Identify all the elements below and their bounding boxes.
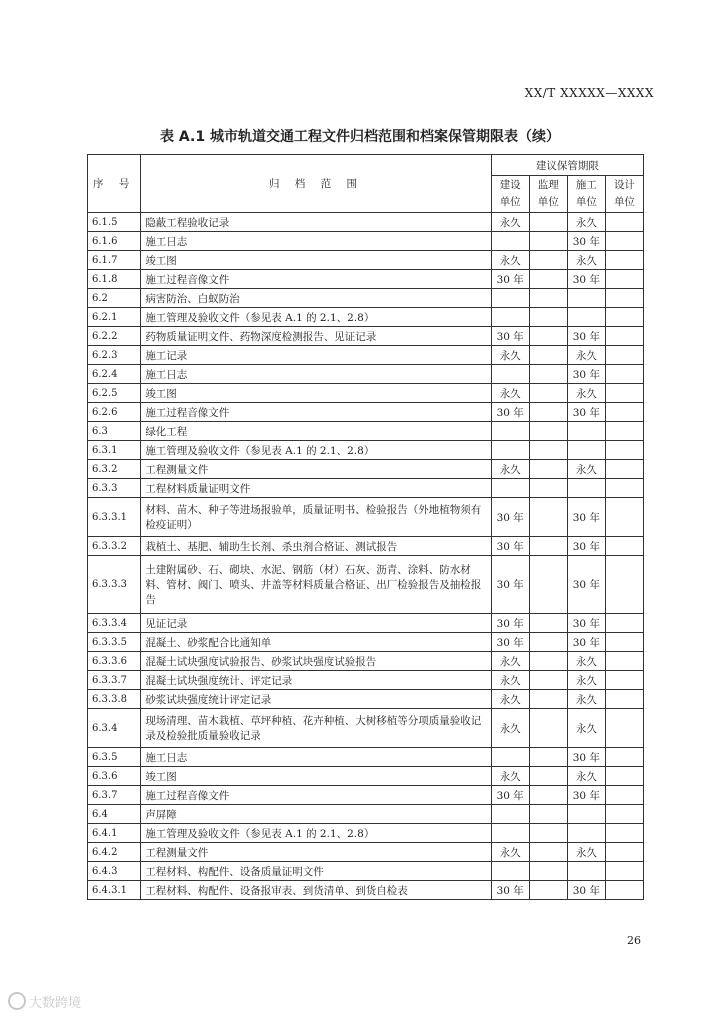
table-row — [88, 441, 644, 460]
row-scope: 施工日志 — [141, 232, 491, 251]
period-contractor: 永久 — [567, 671, 605, 690]
period-supervision — [529, 556, 567, 614]
table-row — [88, 748, 644, 767]
table-row — [88, 384, 644, 403]
row-scope: 施工管理及验收文件（参见表 A.1 的 2.1、2.8） — [141, 441, 491, 460]
row-scope: 见证记录 — [141, 614, 491, 633]
table-row — [88, 327, 644, 346]
period-design — [605, 633, 643, 652]
row-scope: 隐蔽工程验收记录 — [141, 213, 491, 232]
period-supervision — [529, 671, 567, 690]
period-contractor: 永久 — [567, 384, 605, 403]
period-contractor — [567, 805, 605, 824]
period-supervision — [529, 479, 567, 498]
period-construction — [491, 365, 529, 384]
row-scope: 竣工图 — [141, 767, 491, 786]
row-seq: 6.3.6 — [88, 767, 141, 786]
period-construction: 永久 — [491, 767, 529, 786]
period-construction: 30 年 — [491, 556, 529, 614]
row-seq: 6.2.5 — [88, 384, 141, 403]
row-seq: 6.4.3.1 — [88, 881, 141, 900]
period-construction: 永久 — [491, 251, 529, 270]
row-seq: 6.4.1 — [88, 824, 141, 843]
column-header-scope: 归 档 范 围 — [141, 155, 491, 213]
row-seq: 6.2 — [88, 289, 141, 308]
column-header-construction-unit: 建设 单位 — [491, 176, 529, 213]
period-construction — [491, 862, 529, 881]
period-design — [605, 614, 643, 633]
period-construction — [491, 748, 529, 767]
row-scope: 材料、苗木、种子等进场报验单，质量证明书、检验报告（外地植物须有检疫证明） — [141, 498, 491, 537]
period-construction — [491, 289, 529, 308]
period-construction — [491, 422, 529, 441]
row-scope: 砂浆试块强度统计评定记录 — [141, 690, 491, 709]
table-row — [88, 365, 644, 384]
row-scope: 声屏障 — [141, 805, 491, 824]
period-supervision — [529, 748, 567, 767]
period-construction — [491, 232, 529, 251]
row-scope: 施工日志 — [141, 365, 491, 384]
period-supervision — [529, 251, 567, 270]
period-supervision — [529, 384, 567, 403]
period-design — [605, 767, 643, 786]
period-supervision — [529, 537, 567, 556]
row-seq: 6.1.5 — [88, 213, 141, 232]
table-row — [88, 690, 644, 709]
table-row — [88, 232, 644, 251]
row-seq: 6.3.3.2 — [88, 537, 141, 556]
column-header-retention-group: 建议保管期限 — [491, 155, 643, 176]
period-contractor — [567, 289, 605, 308]
row-scope: 混凝土试块强度试验报告、砂浆试块强度试验报告 — [141, 652, 491, 671]
table-row — [88, 843, 644, 862]
period-design — [605, 843, 643, 862]
period-contractor: 30 年 — [567, 365, 605, 384]
row-scope: 工程材料、构配件、设备报审表、到货清单、到货自检表 — [141, 881, 491, 900]
period-design — [605, 748, 643, 767]
period-construction: 30 年 — [491, 614, 529, 633]
period-supervision — [529, 270, 567, 289]
row-scope: 施工日志 — [141, 748, 491, 767]
table-row — [88, 479, 644, 498]
row-scope: 施工管理及验收文件（参见表 A.1 的 2.1、2.8） — [141, 824, 491, 843]
period-supervision — [529, 308, 567, 327]
period-contractor: 30 年 — [567, 748, 605, 767]
period-supervision — [529, 232, 567, 251]
row-seq: 6.3.3.1 — [88, 498, 141, 537]
row-seq: 6.3.5 — [88, 748, 141, 767]
table-row — [88, 537, 644, 556]
table-row — [88, 824, 644, 843]
period-contractor: 永久 — [567, 843, 605, 862]
period-supervision — [529, 690, 567, 709]
row-seq: 6.3.1 — [88, 441, 141, 460]
table-row — [88, 403, 644, 422]
period-contractor — [567, 824, 605, 843]
row-seq: 6.3.3 — [88, 479, 141, 498]
table-row — [88, 614, 644, 633]
period-design — [605, 709, 643, 748]
period-construction: 30 年 — [491, 881, 529, 900]
table-row — [88, 289, 644, 308]
period-design — [605, 690, 643, 709]
period-supervision — [529, 460, 567, 479]
table-row — [88, 213, 644, 232]
table-title: 表 A.1 城市轨道交通工程文件归档范围和档案保管期限表（续） — [160, 129, 560, 145]
row-scope: 绿化工程 — [141, 422, 491, 441]
period-design — [605, 365, 643, 384]
period-contractor — [567, 308, 605, 327]
period-contractor: 30 年 — [567, 327, 605, 346]
period-construction: 永久 — [491, 843, 529, 862]
period-supervision — [529, 498, 567, 537]
row-seq: 6.1.7 — [88, 251, 141, 270]
row-scope: 药物质量证明文件、药物深度检测报告、见证记录 — [141, 327, 491, 346]
period-design — [605, 327, 643, 346]
row-seq: 6.4.3 — [88, 862, 141, 881]
row-scope: 施工管理及验收文件（参见表 A.1 的 2.1、2.8） — [141, 308, 491, 327]
row-seq: 6.2.6 — [88, 403, 141, 422]
period-contractor: 永久 — [567, 213, 605, 232]
period-construction: 永久 — [491, 709, 529, 748]
period-contractor: 30 年 — [567, 537, 605, 556]
row-scope: 现场清理、苗木栽植、草坪种植、花卉种植、大树移植等分项质量验收记录及检验批质量验收记录 — [141, 709, 491, 748]
period-construction: 30 年 — [491, 786, 529, 805]
period-supervision — [529, 881, 567, 900]
period-contractor: 永久 — [567, 346, 605, 365]
row-scope: 栽植土、基肥、辅助生长剂、杀虫剂合格证、测试报告 — [141, 537, 491, 556]
table-row — [88, 460, 644, 479]
standard-code: XX/T XXXXX—XXXX — [524, 86, 654, 100]
table-row — [88, 422, 644, 441]
table-row — [88, 556, 644, 614]
period-design — [605, 384, 643, 403]
period-design — [605, 403, 643, 422]
row-scope: 施工过程音像文件 — [141, 786, 491, 805]
row-seq: 6.1.6 — [88, 232, 141, 251]
period-contractor: 30 年 — [567, 498, 605, 537]
row-seq: 6.2.1 — [88, 308, 141, 327]
period-supervision — [529, 862, 567, 881]
period-supervision — [529, 213, 567, 232]
period-supervision — [529, 403, 567, 422]
period-construction: 30 年 — [491, 327, 529, 346]
table-row — [88, 671, 644, 690]
period-design — [605, 270, 643, 289]
period-design — [605, 308, 643, 327]
period-supervision — [529, 289, 567, 308]
period-design — [605, 556, 643, 614]
period-design — [605, 479, 643, 498]
period-design — [605, 460, 643, 479]
row-seq: 6.4.2 — [88, 843, 141, 862]
row-scope: 混凝土、砂浆配合比通知单 — [141, 633, 491, 652]
row-seq: 6.3.3.3 — [88, 556, 141, 614]
table-row — [88, 767, 644, 786]
watermark-logo-icon — [8, 992, 26, 1010]
period-construction: 永久 — [491, 690, 529, 709]
table-row — [88, 346, 644, 365]
row-scope: 土建附属砂、石、砌块、水泥、钢筋（材）石灰、沥青、涂料、防水材料、管材、阀门、喷头、井盖等材料质量合格证、出厂检验报告及抽检报告 — [141, 556, 491, 614]
period-contractor: 30 年 — [567, 270, 605, 289]
row-seq: 6.3.2 — [88, 460, 141, 479]
table-row — [88, 786, 644, 805]
period-design — [605, 652, 643, 671]
column-header-design-unit: 设计 单位 — [605, 176, 643, 213]
row-seq: 6.3.3.4 — [88, 614, 141, 633]
row-seq: 6.3.3.5 — [88, 633, 141, 652]
row-seq: 6.3.4 — [88, 709, 141, 748]
period-supervision — [529, 441, 567, 460]
period-supervision — [529, 652, 567, 671]
table-row — [88, 805, 644, 824]
period-construction: 永久 — [491, 346, 529, 365]
row-seq: 6.3.7 — [88, 786, 141, 805]
table-row — [88, 251, 644, 270]
row-scope: 工程材料、构配件、设备质量证明文件 — [141, 862, 491, 881]
period-design — [605, 498, 643, 537]
period-supervision — [529, 365, 567, 384]
period-construction: 永久 — [491, 671, 529, 690]
period-contractor: 30 年 — [567, 786, 605, 805]
period-construction — [491, 479, 529, 498]
table-row — [88, 709, 644, 748]
row-scope: 混凝土试块强度统计、评定记录 — [141, 671, 491, 690]
period-supervision — [529, 786, 567, 805]
period-contractor: 30 年 — [567, 232, 605, 251]
row-scope: 病害防治、白蚁防治 — [141, 289, 491, 308]
table-row — [88, 862, 644, 881]
row-seq: 6.1.8 — [88, 270, 141, 289]
period-contractor: 永久 — [567, 251, 605, 270]
page-number: 26 — [627, 934, 641, 947]
period-supervision — [529, 346, 567, 365]
period-supervision — [529, 327, 567, 346]
period-design — [605, 881, 643, 900]
period-supervision — [529, 422, 567, 441]
period-contractor: 30 年 — [567, 633, 605, 652]
row-seq: 6.3 — [88, 422, 141, 441]
period-supervision — [529, 824, 567, 843]
archive-table — [87, 154, 644, 900]
row-seq: 6.3.3.8 — [88, 690, 141, 709]
period-construction: 30 年 — [491, 633, 529, 652]
period-supervision — [529, 633, 567, 652]
row-seq: 6.4 — [88, 805, 141, 824]
period-supervision — [529, 805, 567, 824]
period-construction: 30 年 — [491, 498, 529, 537]
column-header-seq: 序 号 — [88, 155, 141, 213]
row-seq: 6.2.4 — [88, 365, 141, 384]
period-design — [605, 232, 643, 251]
period-supervision — [529, 614, 567, 633]
period-supervision — [529, 767, 567, 786]
period-construction — [491, 308, 529, 327]
table-row — [88, 308, 644, 327]
period-construction: 永久 — [491, 652, 529, 671]
period-contractor: 永久 — [567, 709, 605, 748]
row-seq: 6.3.3.7 — [88, 671, 141, 690]
period-design — [605, 805, 643, 824]
period-contractor: 永久 — [567, 767, 605, 786]
period-construction: 30 年 — [491, 270, 529, 289]
period-contractor: 30 年 — [567, 403, 605, 422]
period-design — [605, 537, 643, 556]
table-row — [88, 633, 644, 652]
row-scope: 竣工图 — [141, 251, 491, 270]
period-construction: 永久 — [491, 213, 529, 232]
watermark: 大数跨境 — [8, 992, 81, 1011]
row-scope: 工程材料质量证明文件 — [141, 479, 491, 498]
row-scope: 工程测量文件 — [141, 460, 491, 479]
period-contractor: 30 年 — [567, 614, 605, 633]
period-design — [605, 862, 643, 881]
table-row — [88, 652, 644, 671]
row-seq: 6.3.3.6 — [88, 652, 141, 671]
row-seq: 6.2.3 — [88, 346, 141, 365]
period-design — [605, 289, 643, 308]
period-design — [605, 786, 643, 805]
period-construction — [491, 805, 529, 824]
period-contractor: 永久 — [567, 652, 605, 671]
period-design — [605, 824, 643, 843]
table-row — [88, 270, 644, 289]
period-design — [605, 441, 643, 460]
period-design — [605, 251, 643, 270]
table-row — [88, 498, 644, 537]
row-scope: 施工过程音像文件 — [141, 270, 491, 289]
period-contractor — [567, 441, 605, 460]
row-scope: 施工记录 — [141, 346, 491, 365]
column-header-contractor-unit: 施工 单位 — [567, 176, 605, 213]
period-construction: 30 年 — [491, 403, 529, 422]
period-design — [605, 671, 643, 690]
column-header-supervision-unit: 监理 单位 — [529, 176, 567, 213]
period-design — [605, 422, 643, 441]
period-construction — [491, 441, 529, 460]
period-contractor — [567, 862, 605, 881]
period-construction — [491, 824, 529, 843]
row-scope: 工程测量文件 — [141, 843, 491, 862]
row-seq: 6.2.2 — [88, 327, 141, 346]
period-contractor — [567, 479, 605, 498]
period-design — [605, 213, 643, 232]
row-scope: 施工过程音像文件 — [141, 403, 491, 422]
period-contractor: 永久 — [567, 690, 605, 709]
period-construction: 30 年 — [491, 537, 529, 556]
period-contractor: 永久 — [567, 460, 605, 479]
row-scope: 竣工图 — [141, 384, 491, 403]
period-design — [605, 346, 643, 365]
period-supervision — [529, 709, 567, 748]
period-supervision — [529, 843, 567, 862]
period-contractor — [567, 422, 605, 441]
period-contractor: 30 年 — [567, 881, 605, 900]
period-construction: 永久 — [491, 384, 529, 403]
table-body — [88, 213, 644, 900]
table-row — [88, 881, 644, 900]
period-contractor: 30 年 — [567, 556, 605, 614]
period-construction: 永久 — [491, 460, 529, 479]
